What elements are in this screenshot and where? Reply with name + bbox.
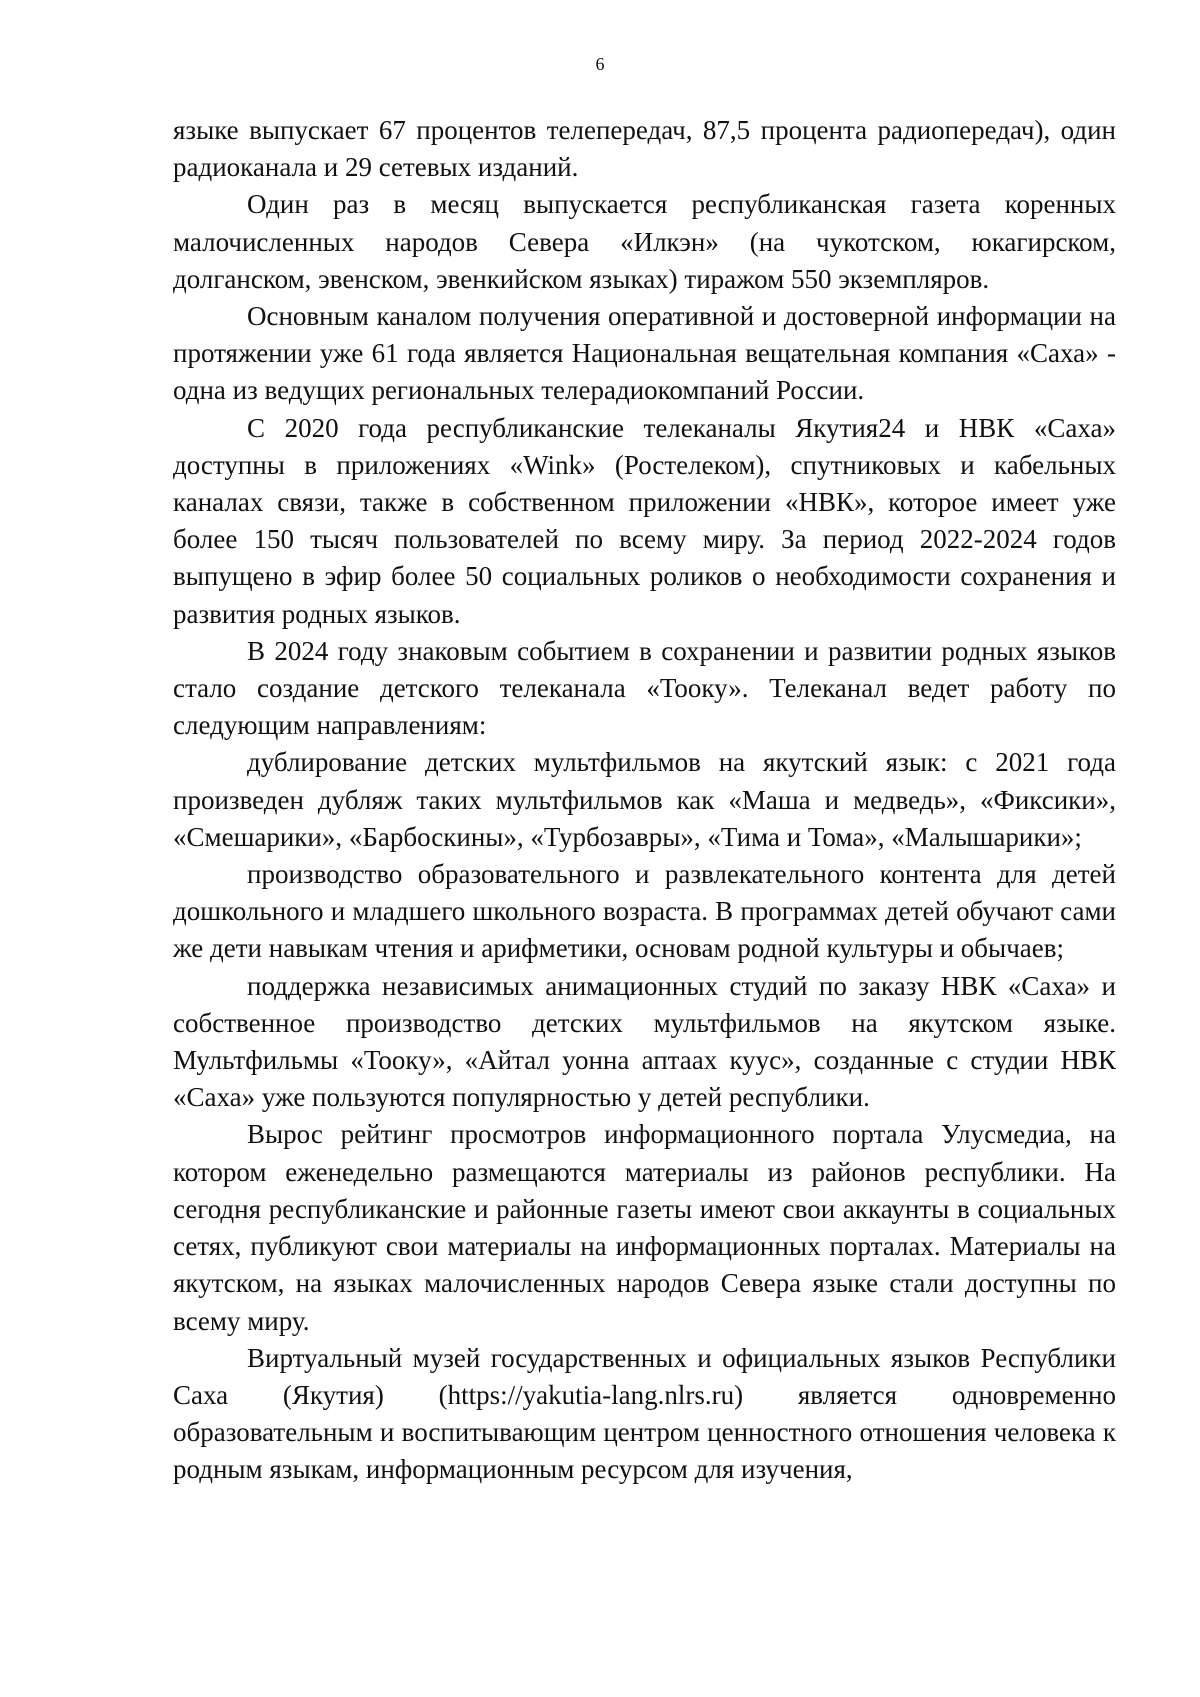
paragraph-ulusmedia: Вырос рейтинг просмотров информационного портала Улусмедиа, на котором еженедельно размещаются материалы из районов республики. На сегодня республиканские и районные газеты имеют свои аккаунты в социальных сетях, публикуют свои материалы на информационных порталах. Материалы на якутском, на языках малочисленных народов Севера языке стали доступны по всему миру. [173,1119,1116,1336]
paragraph-nvk-saha: Основным каналом получения оперативной и достоверной информации на протяжении уже 61 года является Национальная вещательная компания «Саха» - одна из ведущих региональных телерадиокомпаний России. [173,301,1116,406]
paragraph-tv-channels: С 2020 года республиканские телеканалы Якутия24 и НВК «Саха» доступны в приложениях «Wink» (Ростелеком), спутниковых и кабельных каналах связи, также в собственном приложении «НВК», которое имеет уже более 150 тысяч пользователей по всему миру. За период 2022-2024 годов выпущено в эфир более 50 социальных роликов о необходимости сохранения и развития родных языков. [173,412,1116,629]
paragraph-dubbing: дублирование детских мультфильмов на якутский язык: с 2021 года произведен дубляж таких мультфильмов как «Маша и медведь», «Фиксики», «Смешарики», «Барбоскины», «Турбозавры», «Тима и Тома», «Малышарики»; [173,747,1116,852]
paragraph-continuation: языке выпускает 67 процентов телепередач, 87,5 процента радиопередач), один радиоканала и 29 сетевых изданий. [173,115,1116,183]
page-number: 6 [595,54,605,74]
paragraph-content-production: производство образовательного и развлекательного контента для детей дошкольного и младшего школьного возраста. В программах детей обучают сами же дети навыкам чтения и арифметики, основам родной культуры и обычаев; [173,859,1116,964]
document-body [173,112,1116,1489]
paragraph-tooku-channel: В 2024 году знаковым событием в сохранении и развитии родных языков стало создание детского телеканала «Тооку». Телеканал ведет работу по следующим направлениям: [173,635,1116,741]
paragraph-animation-studios: поддержка независимых анимационных студий по заказу НВК «Саха» и собственное производство детских мультфильмов на якутском языке. Мультфильмы «Тооку», «Айтал уонна аптаах куус», созданные с студии НВК «Саха» уже пользуются популярностью у детей республики. [173,970,1116,1113]
paragraph-virtual-museum: Виртуальный музей государственных и официальных языков Республики Саха (Якутия) (https://yakutia-lang.nlrs.ru) является одновременно образовательным и воспитывающим центром ценностного отношения человека к родным языкам, информационным ресурсом для изучения, [173,1342,1116,1485]
paragraph-ilken-newspaper: Один раз в месяц выпускается республиканская газета коренных малочисленных народов Севера «Илкэн» (на чукотском, юкагирском, долганском, эвенском, эвенкийском языках) тиражом 550 экземпляров. [173,189,1116,294]
